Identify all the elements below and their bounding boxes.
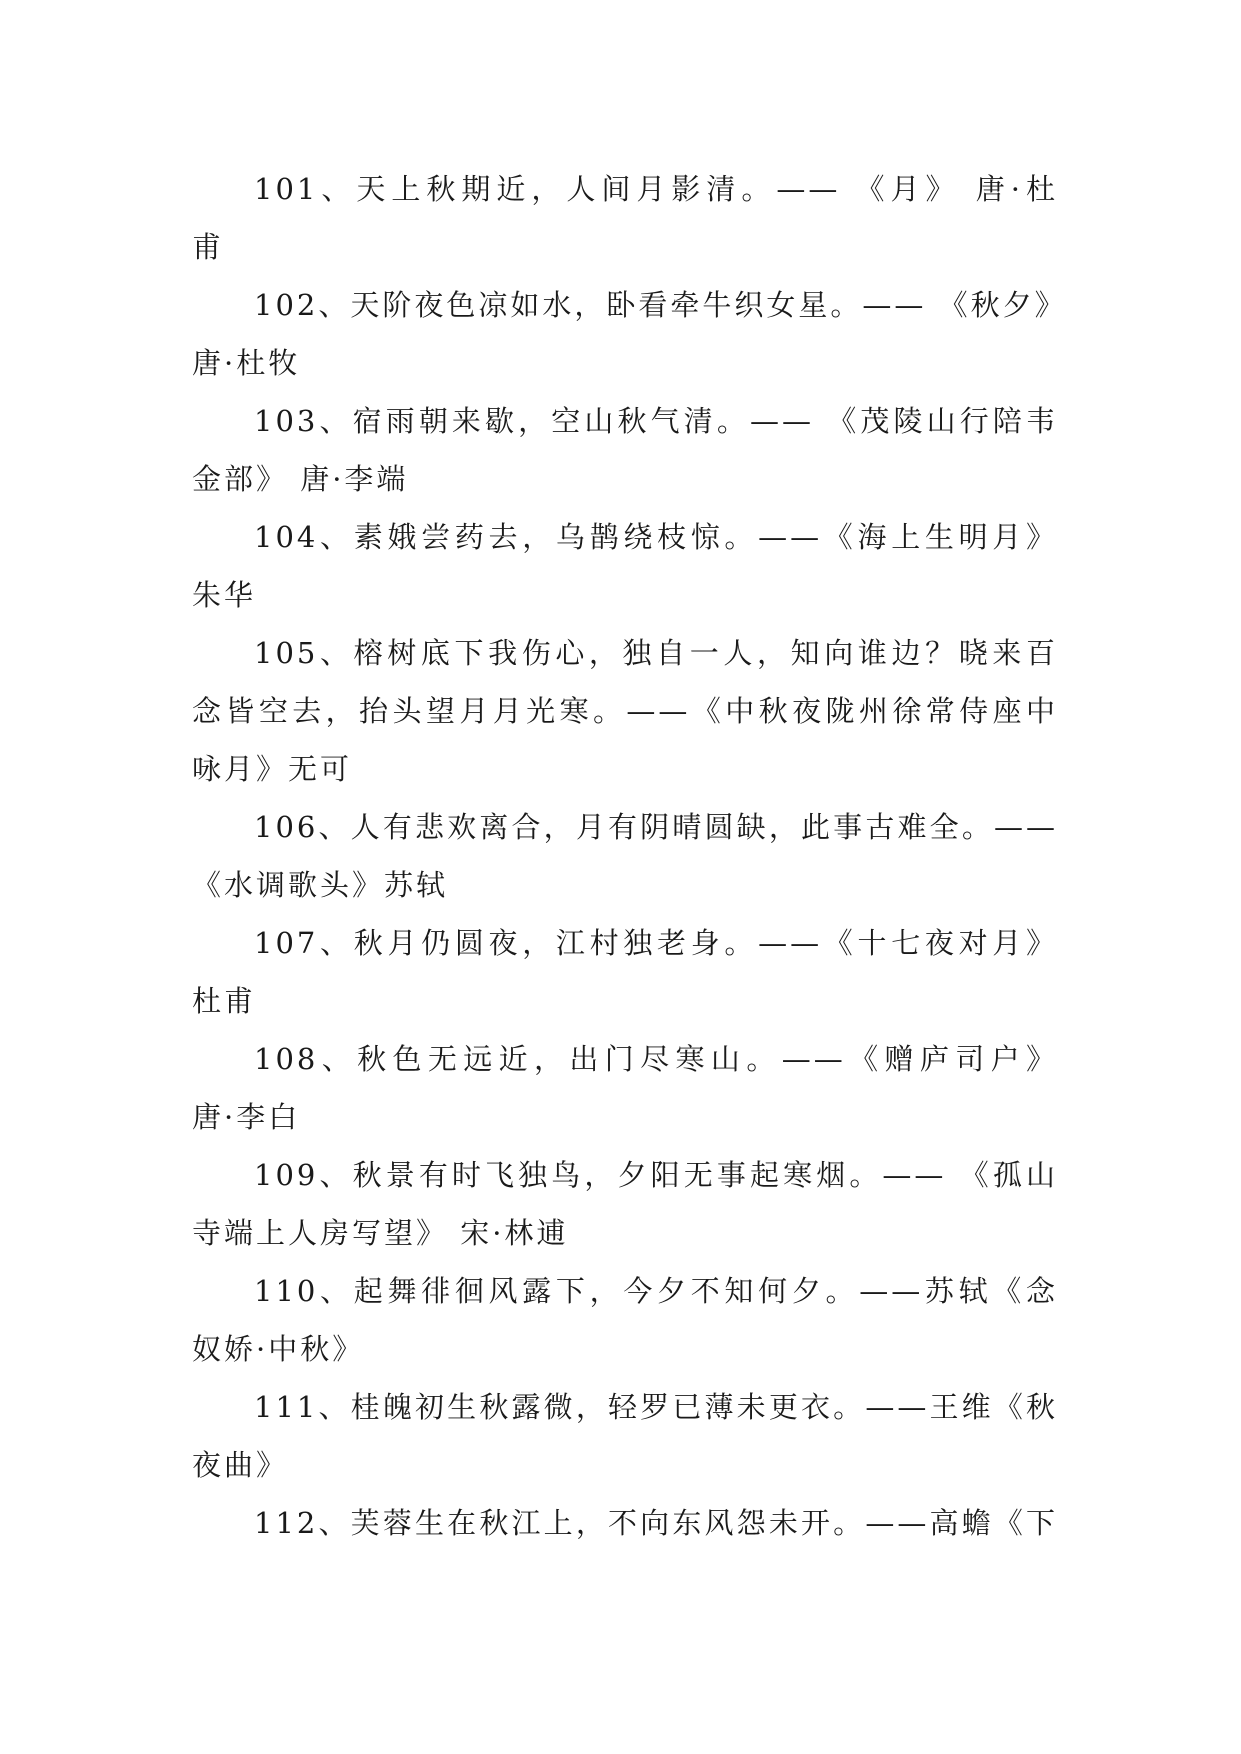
poem-line: 108、秋色无远近，出门尽寒山。——《赠庐司户》 bbox=[254, 1042, 1058, 1076]
poem-line: 101、天上秋期近，人间月影清。—— 《月》 唐·杜 bbox=[254, 172, 1058, 206]
poem-line: 杜甫 bbox=[192, 984, 257, 1018]
poem-line: 104、素娥尝药去，乌鹊绕枝惊。——《海上生明月》 bbox=[254, 520, 1058, 554]
poem-line: 念皆空去，抬头望月月光寒。——《中秋夜陇州徐常侍座中 bbox=[192, 694, 1058, 728]
poem-line: 甫 bbox=[192, 230, 225, 264]
poem-line: 110、起舞徘徊风露下，今夕不知何夕。——苏轼《念 bbox=[254, 1274, 1058, 1308]
poem-line: 金部》 唐·李端 bbox=[192, 462, 409, 496]
poem-line: 朱华 bbox=[192, 578, 257, 612]
poem-line: 夜曲》 bbox=[192, 1448, 289, 1482]
poem-line: 102、天阶夜色凉如水，卧看牵牛织女星。—— 《秋夕》 bbox=[254, 288, 1067, 322]
poem-line: 111、桂魄初生秋露微，轻罗已薄未更衣。——王维《秋 bbox=[254, 1390, 1058, 1424]
poem-line: 咏月》无可 bbox=[192, 752, 353, 786]
poem-line: 112、芙蓉生在秋江上，不向东风怨未开。——高蟾《下 bbox=[254, 1506, 1058, 1540]
poem-line: 唐·杜牧 bbox=[192, 346, 301, 380]
poem-line: 唐·李白 bbox=[192, 1100, 301, 1134]
poem-line: 106、人有悲欢离合，月有阴晴圆缺，此事古难全。—— bbox=[254, 810, 1058, 844]
poem-line: 109、秋景有时飞独鸟，夕阳无事起寒烟。—— 《孤山 bbox=[254, 1158, 1058, 1192]
poem-line: 寺端上人房写望》 宋·林逋 bbox=[192, 1216, 569, 1250]
poem-line: 奴娇·中秋》 bbox=[192, 1332, 365, 1366]
poem-line: 105、榕树底下我伤心，独自一人，知向谁边？晓来百 bbox=[254, 636, 1058, 670]
poem-line: 103、宿雨朝来歇，空山秋气清。—— 《茂陵山行陪韦 bbox=[254, 404, 1058, 438]
poem-line: 107、秋月仍圆夜，江村独老身。——《十七夜对月》 bbox=[254, 926, 1058, 960]
poem-line: 《水调歌头》苏轼 bbox=[192, 868, 449, 902]
poem-list bbox=[192, 160, 1067, 1552]
